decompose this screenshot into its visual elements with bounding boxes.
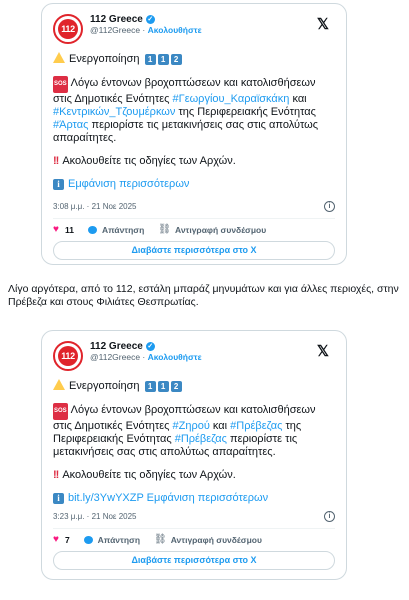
follow-button[interactable]: Ακολουθήστε — [147, 25, 202, 35]
digit-badge: 1 — [145, 54, 156, 65]
like-button[interactable] — [53, 224, 74, 235]
show-more-link[interactable]: Εμφάνιση περισσότερων — [68, 178, 190, 190]
author-info — [90, 341, 202, 363]
instruction-line — [53, 155, 335, 168]
body-text: της Περιφερειακής Ενότητας — [175, 106, 316, 118]
tweet-header — [53, 14, 335, 46]
heart-icon: ♥ — [53, 224, 59, 235]
copy-link-button[interactable] — [158, 224, 266, 235]
read-more-button[interactable]: Διαβάστε περισσότερα στο X — [53, 551, 335, 570]
reply-bubble-icon — [88, 226, 97, 234]
info-circle-icon[interactable]: i — [324, 201, 335, 212]
embedded-tweet-2 — [41, 330, 347, 580]
read-more-button[interactable]: Διαβάστε περισσότερα στο X — [53, 241, 335, 260]
avatar-logo: 112 — [58, 346, 78, 366]
hashtag-link[interactable]: #Πρέβεζας — [174, 433, 227, 445]
article-paragraph: Λίγο αργότερα, από το 112, εστάλη μπαράζ μηνυμάτων και για άλλες περιοχές, στην Πρέβεζα και στους Φιλιάτες Θεσπρωτίας. — [8, 283, 399, 308]
digit-badge: 1 — [145, 381, 156, 392]
copy-link-label: Αντιγραφή συνδέσμου — [170, 534, 262, 545]
reply-button[interactable] — [84, 535, 140, 545]
like-count: 7 — [64, 534, 70, 545]
timestamp[interactable]: 3:08 μ.μ. · 21 Νοε 2025 — [53, 202, 137, 211]
author-name-row[interactable] — [90, 14, 202, 25]
info-circle-icon[interactable]: i — [324, 511, 335, 522]
divider — [53, 218, 335, 219]
like-button[interactable] — [53, 534, 70, 545]
heart-icon: ♥ — [53, 534, 59, 545]
tweet-header — [53, 341, 335, 373]
hashtag-link[interactable]: #Πρέβεζας — [230, 420, 283, 432]
author-handle[interactable]: @112Greece — [90, 352, 141, 362]
author-name-row[interactable] — [90, 341, 202, 352]
reply-label: Απάντηση — [101, 224, 145, 235]
instruction-line — [53, 469, 335, 482]
activation-line — [53, 379, 335, 393]
action-bar — [53, 224, 335, 235]
author-handle[interactable]: @112Greece — [90, 25, 141, 35]
digit-badge: 1 — [158, 54, 169, 65]
activation-text: Ενεργοποίηση — [69, 380, 140, 392]
avatar[interactable] — [53, 341, 83, 371]
author-sub: @112Greece · Ακολουθήστε — [90, 352, 202, 362]
info-icon: i — [53, 493, 64, 504]
reply-button[interactable] — [88, 225, 144, 235]
show-more-link[interactable]: Εμφάνιση περισσότερων — [146, 492, 269, 504]
copy-link-label: Αντιγραφή συνδέσμου — [175, 224, 267, 235]
reply-label: Απάντηση — [97, 534, 141, 545]
hashtag-link[interactable]: #Άρτας — [53, 119, 89, 131]
sos-icon: SOS — [53, 76, 68, 93]
activation-line — [53, 52, 335, 66]
author-name: 112 Greece — [90, 341, 143, 352]
instruction-text: Ακολουθείτε τις οδηγίες των Αρχών. — [62, 469, 236, 481]
like-count: 11 — [64, 224, 74, 235]
timestamp-row — [53, 511, 335, 522]
double-exclamation-icon: !! — [53, 469, 59, 481]
hashtag-link[interactable]: #Κεντρικών_Τζουμέρκων — [53, 106, 176, 118]
body-text: Λόγω έντονων βροχοπτώσεων και κατολισθήσεων στις Δημοτικές Ενότητες — [53, 404, 316, 432]
x-logo-icon[interactable]: 𝕏 — [316, 343, 329, 360]
author-sub: @112Greece · Ακολουθήστε — [90, 25, 202, 35]
show-more-line — [53, 492, 335, 505]
copy-link-button[interactable] — [154, 534, 262, 545]
divider — [53, 528, 335, 529]
author-name: 112 Greece — [90, 14, 143, 25]
timestamp-row — [53, 201, 335, 212]
embedded-tweet-1 — [41, 3, 347, 265]
digit-badge: 2 — [171, 54, 182, 65]
instruction-text: Ακολουθείτε τις οδηγίες των Αρχών. — [62, 155, 236, 167]
body-text: Λόγω έντονων βροχοπτώσεων και κατολισθήσεων στις Δημοτικές Ενότητες — [53, 77, 316, 105]
warning-icon — [53, 379, 65, 390]
body-text: και — [209, 420, 231, 432]
digit-badge: 1 — [158, 381, 169, 392]
link-chain-icon: ⛓ — [154, 534, 167, 545]
avatar-logo: 112 — [58, 19, 78, 39]
avatar[interactable] — [53, 14, 83, 44]
double-exclamation-icon: !! — [53, 155, 59, 167]
link-chain-icon: ⛓ — [158, 224, 171, 235]
sos-icon: SOS — [53, 403, 68, 420]
activation-text: Ενεργοποίηση — [69, 53, 140, 65]
body-text: και — [289, 93, 307, 105]
hashtag-link[interactable]: #Ζηρού — [172, 420, 210, 432]
digit-badge: 2 — [171, 381, 182, 392]
author-info — [90, 14, 202, 36]
info-icon: i — [53, 179, 64, 190]
follow-button[interactable]: Ακολουθήστε — [147, 352, 202, 362]
body-text: περιορίστε τις μετακινήσεις σας στις απολύτως απαραίτητες. — [53, 433, 298, 458]
timestamp[interactable]: 3:23 μ.μ. · 21 Νοε 2025 — [53, 512, 137, 521]
verified-badge-icon: ✓ — [147, 343, 154, 350]
tweet-body — [53, 76, 335, 145]
reply-bubble-icon — [84, 536, 93, 544]
warning-icon — [53, 52, 65, 63]
body-text: της Περιφερειακής Ενότητας — [53, 420, 302, 445]
short-link[interactable]: bit.ly/3YwYXZP — [68, 492, 144, 504]
tweet-body — [53, 403, 335, 459]
x-logo-icon[interactable]: 𝕏 — [316, 16, 329, 33]
show-more-line — [53, 178, 335, 191]
action-bar — [53, 534, 335, 545]
body-text: περιορίστε τις μετακινήσεις σας στις απολύτως απαραίτητες. — [53, 119, 319, 144]
hashtag-link[interactable]: #Γεωργίου_Καραϊσκάκη — [172, 93, 290, 105]
verified-badge-icon: ✓ — [147, 16, 154, 23]
